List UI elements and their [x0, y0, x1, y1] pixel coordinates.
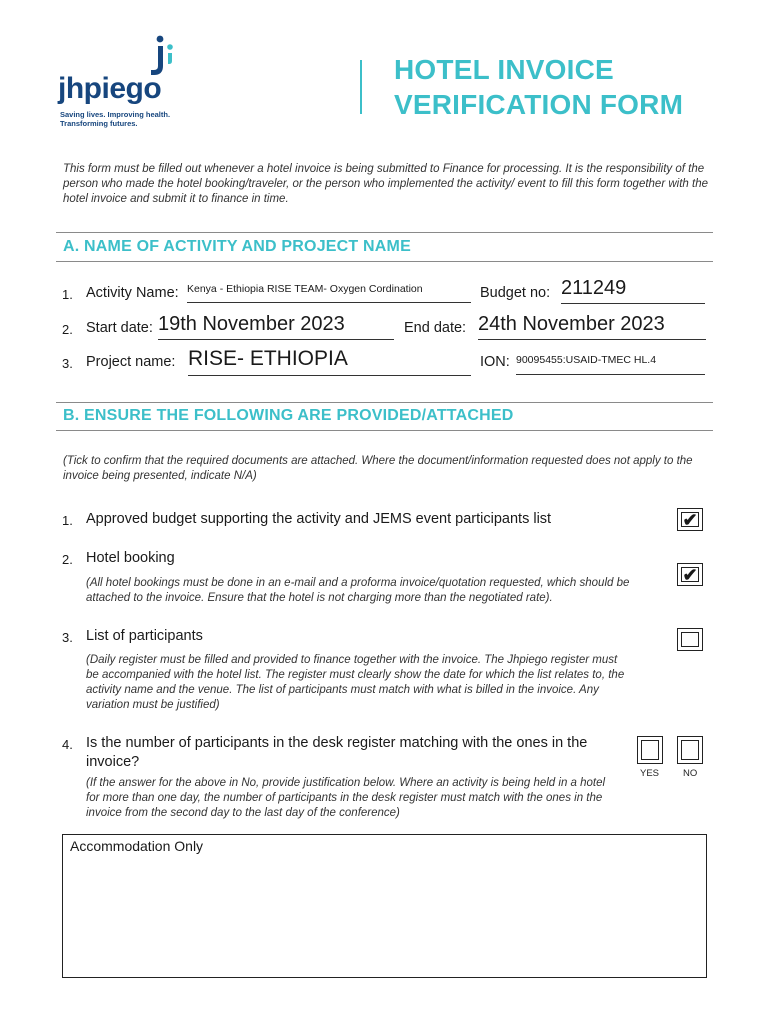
- ion-field[interactable]: 90095455:USAID-TMEC HL.4: [516, 354, 705, 375]
- justification-box[interactable]: [62, 834, 707, 978]
- item-3-checkbox[interactable]: [677, 628, 703, 651]
- no-label: NO: [683, 768, 698, 779]
- item-2-number: 2.: [62, 552, 73, 567]
- justification-text: Accommodation Only: [70, 838, 204, 854]
- item-3-text: List of participants: [86, 628, 203, 644]
- item-2-text: Hotel booking: [86, 550, 175, 566]
- start-date-label: Start date:: [86, 320, 153, 336]
- end-date-label: End date:: [404, 320, 467, 336]
- section-a-heading: A. NAME OF ACTIVITY AND PROJECT NAME: [63, 238, 411, 255]
- form-title-line-2: VERIFICATION FORM: [394, 89, 684, 120]
- item-4-yes-checkbox[interactable]: [637, 736, 663, 764]
- row-3-number: 3.: [62, 356, 73, 371]
- checkmark-icon: ✔: [682, 509, 698, 530]
- section-b-heading: B. ENSURE THE FOLLOWING ARE PROVIDED/ATTACHED: [63, 407, 514, 424]
- logo-wordmark: jhpiego: [58, 72, 162, 105]
- item-4-text: Is the number of participants in the desk register matching with the ones in the invoice?: [86, 735, 588, 770]
- yes-label: YES: [640, 768, 660, 779]
- checkbox-inner: [681, 740, 699, 760]
- budget-no-label: Budget no:: [480, 285, 551, 301]
- activity-name-field[interactable]: Kenya - Ethiopia RISE TEAM- Oxygen Cordination: [187, 283, 471, 303]
- activity-name-label: Activity Name:: [86, 285, 179, 301]
- intro-text: This form must be filled out whenever a hotel invoice is being submitted to Finance for processing. It is the responsibility of the person who made the hotel booking/traveler, or the person who implemented the activity/ event to fill this form together with the hotel invoice and submit it to finance in time.: [63, 163, 708, 205]
- section-a-bottom-rule: [56, 261, 713, 262]
- section-b-instruction: (Tick to confirm that the required documents are attached. Where the document/information requested does not apply to the invoice being presented, indicate N/A): [63, 455, 693, 482]
- item-4-number: 4.: [62, 737, 73, 752]
- section-b-bottom-rule: [56, 430, 713, 431]
- logo-tagline-2: Transforming futures.: [60, 119, 138, 128]
- item-3-note: (Daily register must be filled and provided to finance together with the invoice. The Jhpiego register must be accompanied with the hotel list. The register must clearly show the date for which the list relates to, the activity name and the venue. The list of participants must match with what is billed in the invoice. Any variation must be justified): [86, 654, 625, 711]
- section-b-top-rule: [56, 402, 713, 403]
- item-4-no-checkbox[interactable]: [677, 736, 703, 764]
- item-1-number: 1.: [62, 513, 73, 528]
- logo-tagline-1: Saving lives. Improving health.: [60, 110, 171, 119]
- row-2-number: 2.: [62, 322, 73, 337]
- end-date-field[interactable]: 24th November 2023: [478, 313, 706, 340]
- item-1-text: Approved budget supporting the activity and JEMS event participants list: [86, 511, 552, 527]
- checkbox-inner: [681, 632, 699, 647]
- start-date-field[interactable]: 19th November 2023: [158, 313, 394, 340]
- item-2-note: (All hotel bookings must be done in an e-mail and a proforma invoice/quotation requested, which should be attached to the invoice. Ensure that the hotel is not charging more than the negotiated rate).: [86, 577, 630, 604]
- header-divider: [360, 60, 362, 114]
- form-title-line-1: HOTEL INVOICE: [394, 54, 614, 85]
- item-1-checkbox[interactable]: [677, 508, 703, 531]
- checkbox-inner: [641, 740, 659, 760]
- ion-label: ION:: [480, 354, 510, 370]
- row-1-number: 1.: [62, 287, 73, 302]
- checkmark-icon: ✔: [682, 564, 698, 585]
- item-3-number: 3.: [62, 630, 73, 645]
- section-a-top-rule: [56, 232, 713, 233]
- budget-no-field[interactable]: 211249: [561, 277, 705, 304]
- project-name-label: Project name:: [86, 354, 176, 370]
- project-name-field[interactable]: RISE- ETHIOPIA: [188, 347, 471, 376]
- item-2-checkbox[interactable]: [677, 563, 703, 586]
- logo: [58, 34, 188, 130]
- item-4-note: (If the answer for the above in No, provide justification below. Where an activity is being held in a hotel for more than one day, the number of participants in the desk register must match with the ones in the invoice from the second day to the last day of the conference): [86, 777, 606, 819]
